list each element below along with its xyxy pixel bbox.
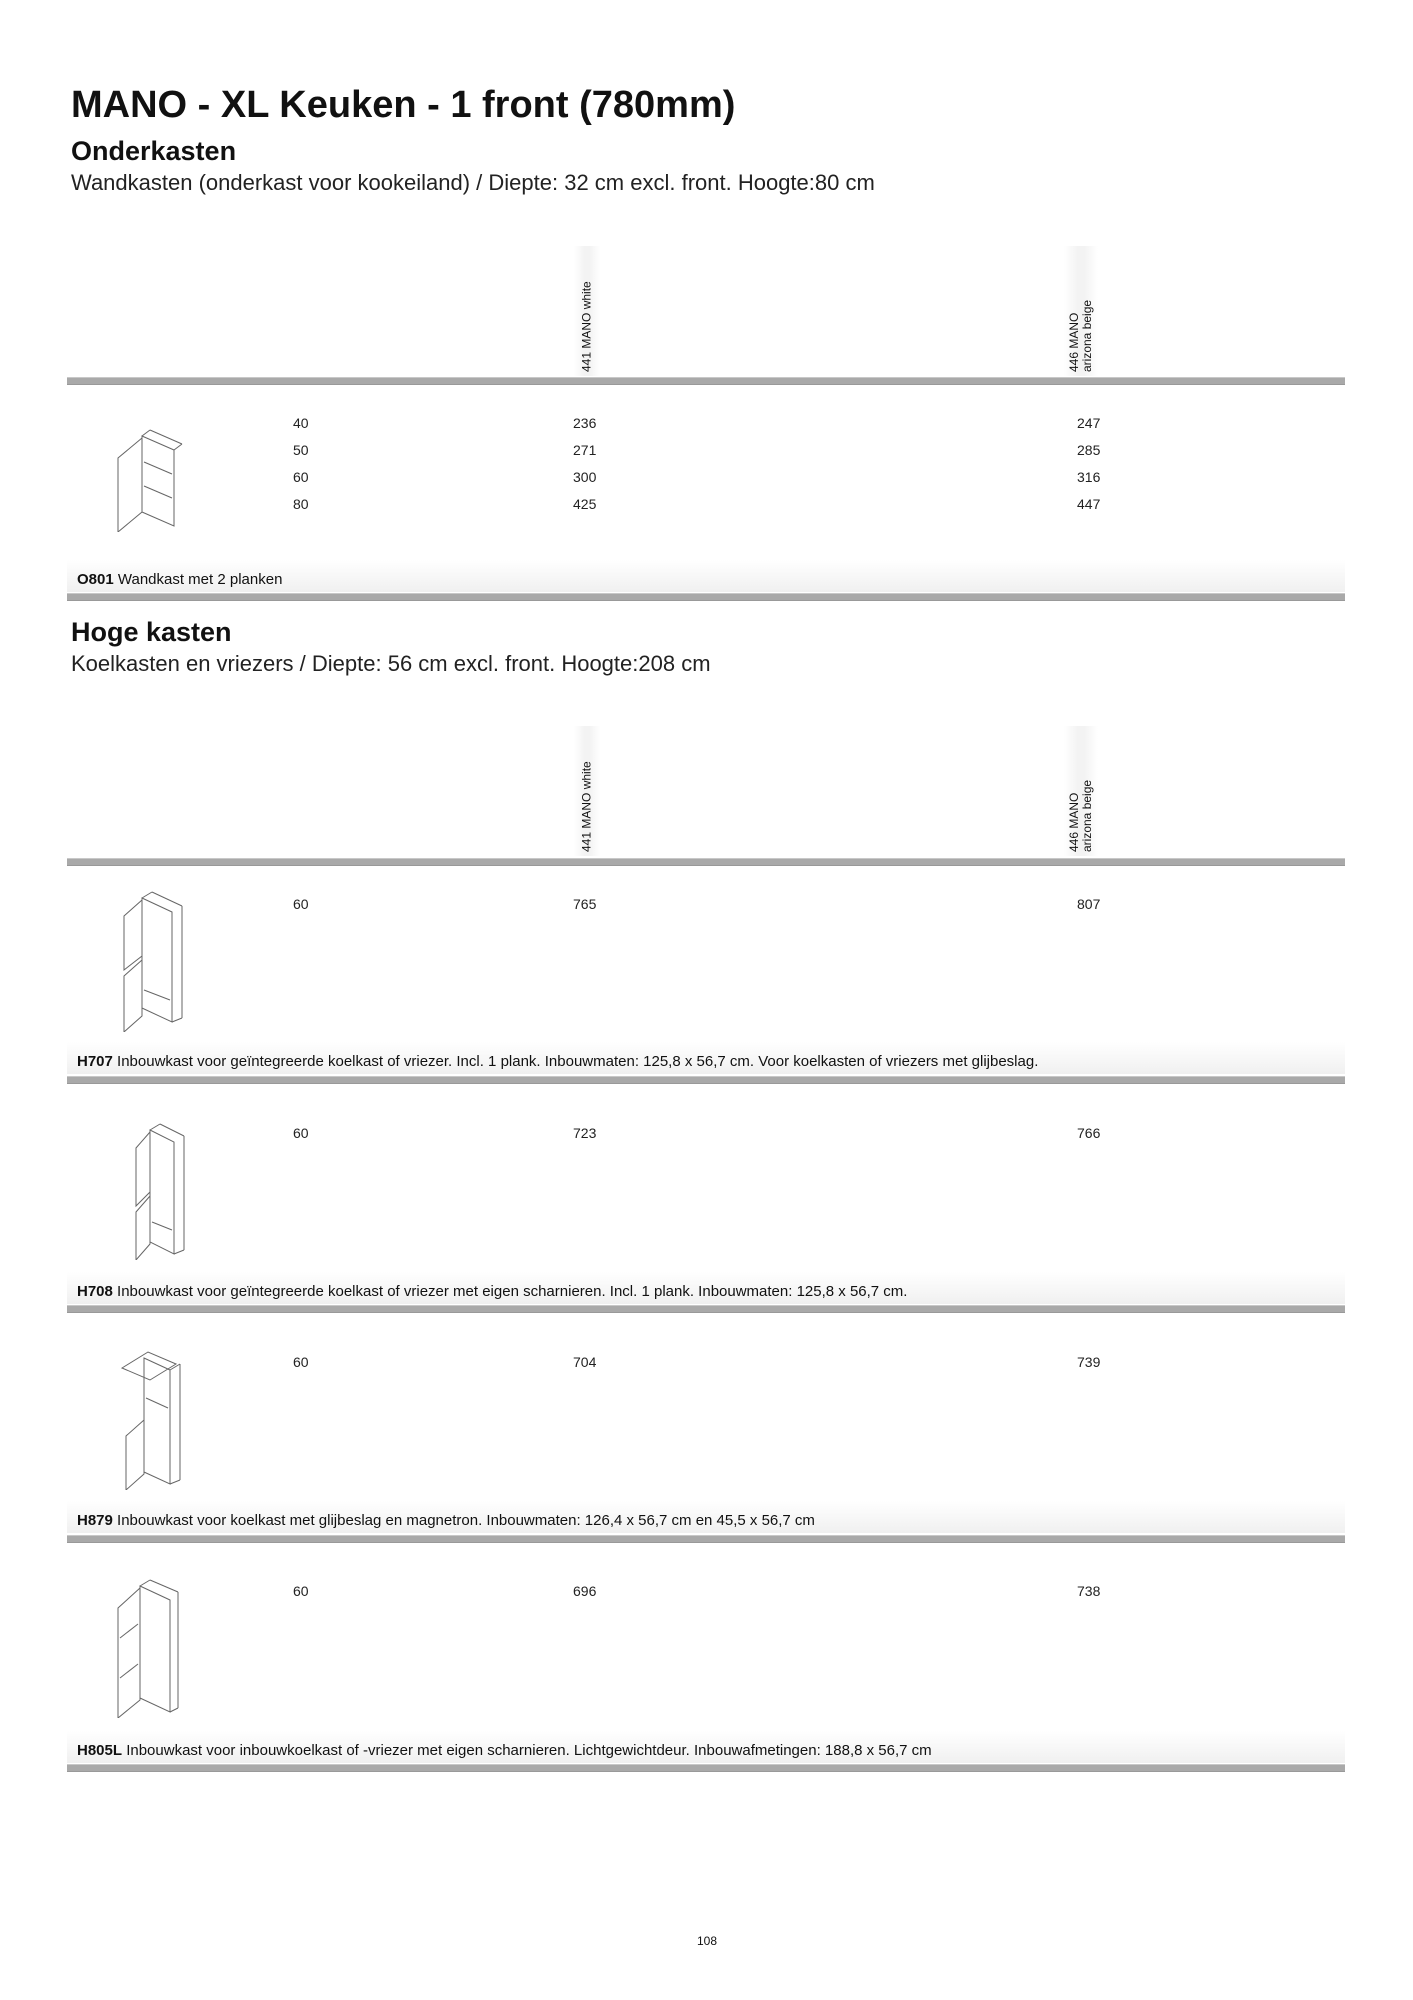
tall-cabinet-icon: [112, 890, 192, 1032]
product-description: O801 Wandkast met 2 planken: [67, 560, 1345, 592]
divider: [67, 593, 1345, 601]
tall-cabinet-icon: [122, 1122, 202, 1260]
column-header: 441 MANO white: [574, 726, 600, 856]
section-subheading: Koelkasten en vriezers / Diepte: 56 cm excl. front. Hoogte:208 cm: [71, 651, 711, 676]
page-number: 108: [697, 1934, 718, 1948]
divider: [67, 1764, 1345, 1772]
product-description: H708 Inbouwkast voor geïntegreerde koelkast of vriezer met eigen scharnieren. Incl. 1 plank. Inbouwmaten: 125,8 x 56,7 cm.: [67, 1272, 1345, 1304]
column-header: 441 MANO white: [574, 246, 600, 376]
product-description: H707 Inbouwkast voor geïntegreerde koelkast of vriezer. Incl. 1 plank. Inbouwmaten: 125,8 x 56,7 cm. Voor koelkasten of vriezers met glijbeslag.: [67, 1042, 1345, 1074]
product-description: H879 Inbouwkast voor koelkast met glijbeslag en magnetron. Inbouwmaten: 126,4 x 56,7 cm en 45,5 x 56,7 cm: [67, 1501, 1345, 1533]
section-heading: Hoge kasten: [71, 617, 232, 647]
divider: [67, 377, 1345, 385]
divider: [67, 1305, 1345, 1313]
section-subheading: Wandkasten (onderkast voor kookeiland) / Diepte: 32 cm excl. front. Hoogte:80 cm: [71, 170, 875, 195]
divider: [67, 858, 1345, 866]
wall-cabinet-icon: [112, 424, 212, 532]
tall-cabinet-icon: [106, 1578, 186, 1718]
column-header: 446 MANO arizona beige: [1064, 246, 1098, 376]
divider: [67, 1076, 1345, 1084]
tall-cabinet-icon: [112, 1350, 192, 1490]
section-heading: Onderkasten: [71, 136, 237, 166]
product-description: H805L Inbouwkast voor inbouwkoelkast of -vriezer met eigen scharnieren. Lichtgewichtdeur. Inbouwafmetingen: 188,8 x 56,7 cm: [67, 1731, 1345, 1763]
page-title: MANO - XL Keuken - 1 front (780mm): [71, 84, 736, 126]
divider: [67, 1535, 1345, 1543]
column-header: 446 MANO arizona beige: [1064, 726, 1098, 856]
